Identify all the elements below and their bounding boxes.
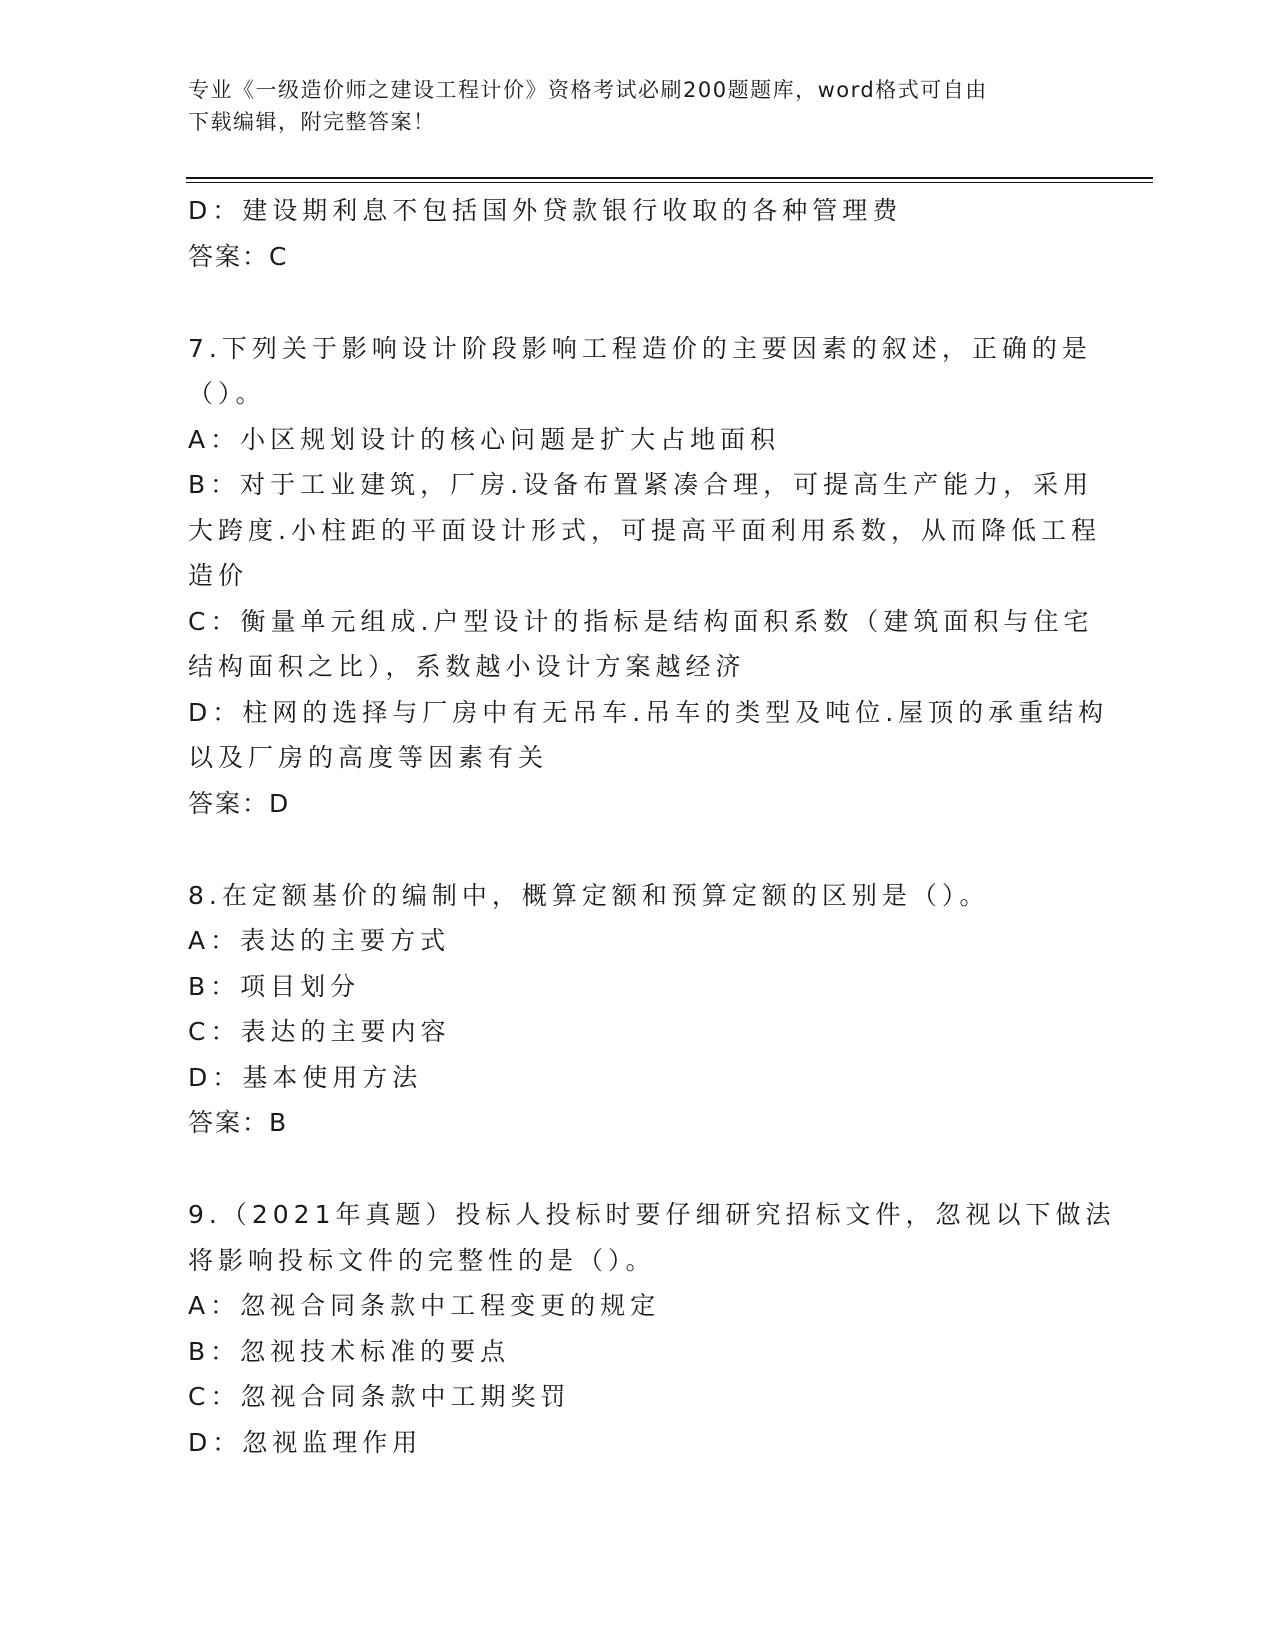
answer-value: D (269, 788, 291, 818)
answer-value: B (269, 1108, 289, 1137)
answer-label: 答案： (188, 242, 270, 271)
header-divider-thin (186, 182, 1153, 183)
question-7-answer (188, 781, 1088, 828)
header-title-line-2: 下载编辑，附完整答案！ (188, 110, 436, 134)
option-line: 以及厂房的高度等因素有关 (188, 743, 549, 772)
prev-answer (188, 234, 1088, 281)
option-line: B：对于工业建筑，厂房.设备布置紧凑合理，可提高生产能力，采用 (188, 470, 1094, 499)
question-9-option-d: D：忽视监理作用 (188, 1427, 423, 1457)
question-8-option-b: B：项目划分 (188, 971, 361, 1001)
option-line: C：衡量单元组成.户型设计的指标是结构面积系数（建筑面积与住宅 (188, 606, 1094, 636)
question-8-option-d: D：基本使用方法 (188, 1062, 423, 1092)
question-9-option-a: A：忽视合同条款中工程变更的规定 (188, 1291, 661, 1320)
spacer (188, 827, 1088, 873)
answer-label: 答案： (188, 1109, 270, 1137)
answer-label: 答案： (188, 789, 270, 818)
header-title-line-1: 专业《一级造价师之建设工程计价》资格考试必刷200题题库，word格式可自由 (188, 78, 988, 102)
question-7-option-d (188, 690, 1109, 781)
question-content (188, 188, 1116, 1465)
answer-value: C (269, 241, 289, 271)
question-8-option-a: A：表达的主要方式 (188, 926, 451, 955)
stem-line: 7.下列关于影响设计阶段影响工程造价的主要因素的叙述，正确的是 (188, 333, 1092, 363)
header-divider-thick (186, 177, 1153, 179)
stem-line: 8.在定额基价的编制中，概算定额和预算定额的区别是（）。 (188, 880, 990, 910)
prev-option-d: D：建设期利息不包括国外贷款银行收取的各种管理费 (188, 196, 903, 225)
question-8-stem (188, 873, 1088, 919)
question-9-stem (188, 1192, 1116, 1283)
option-line: 造价 (188, 561, 249, 590)
question-7-option-a (188, 417, 1088, 463)
option-line: 大跨度.小柱距的平面设计形式，可提高平面利用系数，从而降低工程 (188, 515, 1101, 545)
spacer (188, 280, 1088, 326)
stem-line: （）。 (188, 379, 266, 408)
option-line: D：柱网的选择与厂房中有无吊车.吊车的类型及吨位.屋顶的承重结构 (188, 697, 1109, 727)
question-8-answer (188, 1100, 1088, 1147)
question-7-stem (188, 326, 1092, 417)
option-line: A：小区规划设计的核心问题是扩大占地面积 (188, 424, 781, 454)
question-9-option-c: C：忽视合同条款中工期奖罚 (188, 1382, 571, 1411)
stem-line: 9.（2021年真题）投标人投标时要仔细研究招标文件，忽视以下做法 (188, 1200, 1116, 1229)
question-7-option-c (188, 599, 1094, 690)
document-header (188, 74, 1068, 138)
stem-line: 将影响投标文件的完整性的是（）。 (188, 1245, 656, 1275)
question-9-option-b: B：忽视技术标准的要点 (188, 1336, 511, 1366)
question-8-option-c: C：表达的主要内容 (188, 1017, 451, 1046)
option-line: 结构面积之比），系数越小设计方案越经济 (188, 652, 746, 681)
question-7-option-b (188, 462, 1101, 599)
spacer (188, 1147, 1088, 1193)
